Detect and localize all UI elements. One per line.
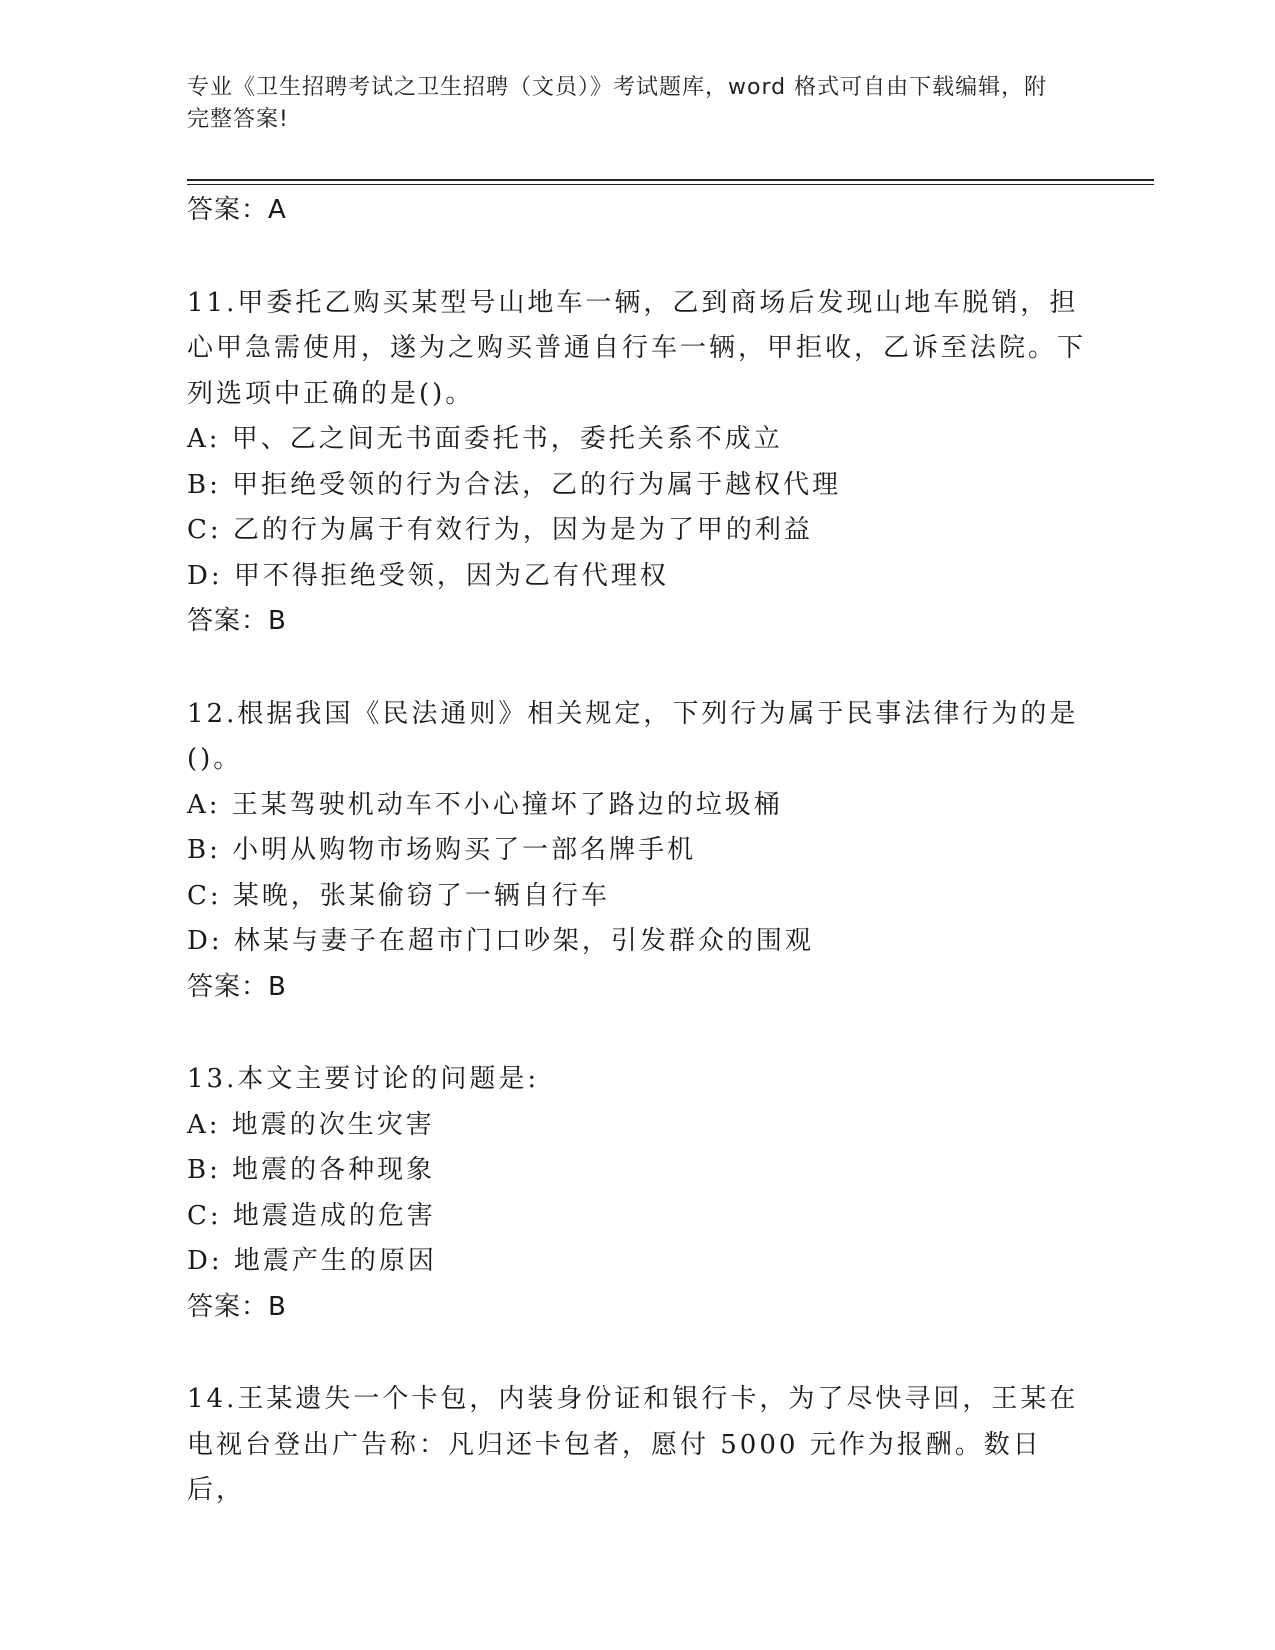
page-header: 专业《卫生招聘考试之卫生招聘（文员）》考试题库，word 格式可自由下载编辑，附完整答案! (187, 75, 1048, 132)
spacer (187, 1330, 1087, 1377)
spacer (187, 234, 1087, 281)
option-d: D: 甲不得拒绝受领，因为乙有代理权 (187, 560, 669, 591)
question-11 (187, 281, 1087, 645)
question-13 (187, 1057, 1087, 1330)
question-stem: 11.甲委托乙购买某型号山地车一辆，乙到商场后发现山地车脱销，担心甲急需使用，遂为之购买普通自行车一辆，甲拒收，乙诉至法院。下列选项中正确的是()。 (187, 287, 1087, 409)
answer-10: 答案：A (187, 195, 287, 225)
answer-13: 答案：B (187, 1291, 287, 1322)
option-a: A: 王某驾驶机动车不小心撞坏了路边的垃圾桶 (187, 789, 783, 820)
option-c: C: 某晚，张某偷窃了一辆自行车 (187, 880, 610, 911)
question-12 (187, 692, 1087, 1011)
option-c: C: 乙的行为属于有效行为，因为是为了甲的利益 (187, 515, 813, 545)
answer-12: 答案：B (187, 971, 287, 1002)
question-content (187, 188, 1087, 1514)
header-rule-thin (187, 184, 1154, 185)
option-b: B: 地震的各种现象 (187, 1155, 436, 1185)
question-stem: 14.王某遗失一个卡包，内装身份证和银行卡，为了尽快寻回，王某在电视台登出广告称：凡归还卡包者，愿付 5000 元作为报酬。数日后， (187, 1384, 1079, 1505)
question-14 (187, 1377, 1087, 1514)
question-stem: 12.根据我国《民法通则》相关规定，下列行为属于民事法律行为的是()。 (187, 698, 1079, 774)
option-a: A: 地震的次生灾害 (187, 1109, 435, 1140)
header-rule-thick (187, 179, 1154, 181)
option-d: D: 地震产生的原因 (187, 1246, 437, 1276)
option-b: B: 小明从购物市场购买了一部名牌手机 (187, 835, 697, 865)
option-d: D: 林某与妻子在超市门口吵架，引发群众的围观 (187, 926, 814, 956)
option-b: B: 甲拒绝受领的行为合法，乙的行为属于越权代理 (187, 469, 842, 500)
spacer (187, 645, 1087, 692)
question-stem: 13.本文主要讨论的问题是: (187, 1064, 540, 1094)
spacer (187, 1010, 1087, 1057)
option-a: A: 甲、乙之间无书面委托书，委托关系不成立 (187, 424, 783, 454)
option-c: C: 地震造成的危害 (187, 1200, 436, 1231)
answer-11: 答案：B (187, 606, 287, 636)
